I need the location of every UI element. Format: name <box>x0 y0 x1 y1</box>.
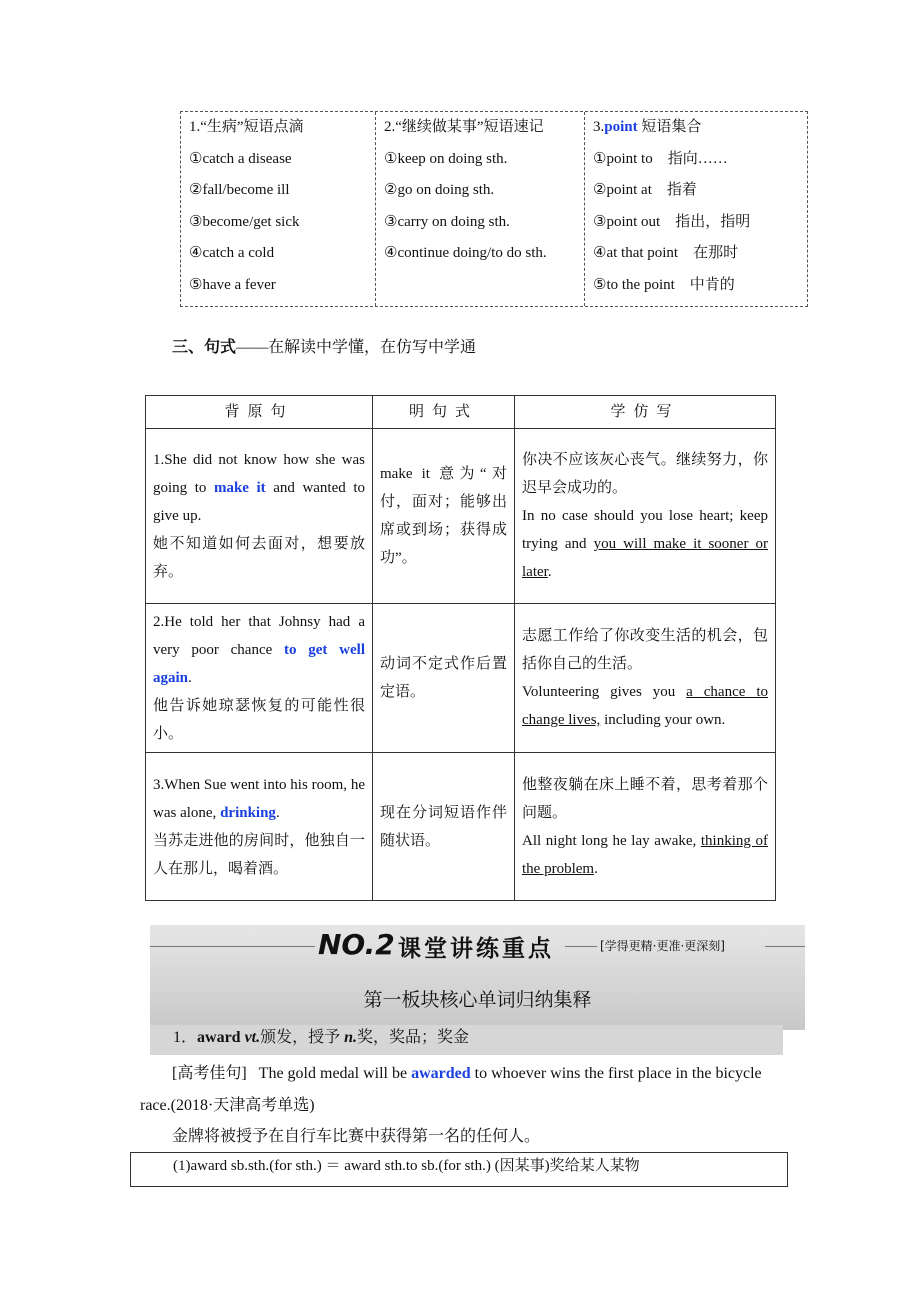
section-label: 三、句式 <box>172 339 237 356</box>
phrase-item: ②fall/become ill <box>189 182 290 198</box>
text: All night long he lay awake, <box>522 832 701 849</box>
phrase-item: ③become/get sick <box>189 213 300 230</box>
pos: vt. <box>244 1029 261 1046</box>
phrase-col-ill <box>181 112 376 306</box>
definition: 奖，奖品；奖金 <box>357 1029 470 1046</box>
chinese-prompt: 志愿工作给了你改变生活的机会，包括你自己的生活。 <box>522 628 768 672</box>
text: and wanted to give up. <box>153 480 365 524</box>
title-prefix: 3. <box>593 119 605 135</box>
phrase-item: ④at that point 在那时 <box>593 245 739 261</box>
answer: a chance to change lives, <box>522 684 768 728</box>
table-row <box>146 753 776 901</box>
phrase-item: ①keep on doing sth. <box>384 150 508 167</box>
phrase-box <box>180 111 808 307</box>
pattern-cell: make it 意为“对付，面对；能够出席或到场；获得成功”。 <box>373 429 515 604</box>
phrase-title: 1.“生病”短语点滴 <box>189 119 304 135</box>
text: In no case should you lose heart; keep trying and <box>522 508 768 552</box>
chinese-prompt: 你决不应该灰心丧气。继续努力，你迟早会成功的。 <box>522 452 768 496</box>
header-pattern: 明句式 <box>373 396 515 429</box>
header-original: 背原句 <box>146 396 373 429</box>
phrase-title <box>593 115 799 147</box>
original-cell <box>146 604 373 753</box>
answer: thinking of the problem <box>522 832 768 877</box>
header-imitate: 学仿写 <box>515 396 776 429</box>
phrase-item: ②point at 指着 <box>593 182 697 198</box>
text: including your own. <box>600 712 726 728</box>
text: The gold medal will be <box>258 1065 412 1082</box>
original-cell <box>146 429 373 604</box>
banner-subtitle: [学得更精·更准·更深刻] <box>600 939 725 953</box>
phrase-item: ③carry on doing sth. <box>384 213 510 230</box>
text: . <box>188 670 192 686</box>
imitate-cell <box>515 604 776 753</box>
key-phrase: drinking <box>220 804 276 821</box>
pos: n. <box>344 1029 358 1046</box>
pattern-cell: 现在分词短语作伴随状语。 <box>373 753 515 901</box>
pattern-cell: 动词不定式作后置定语。 <box>373 604 515 753</box>
phrase-col-continue <box>376 112 585 306</box>
phrase-item: ⑤to the point 中肯的 <box>593 276 735 293</box>
phrase-item: ④continue doing/to do sth. <box>384 245 547 261</box>
chinese-prompt: 他整夜躺在床上睡不着，思考着那个问题。 <box>522 776 768 821</box>
banner-title: 课堂讲练重点 <box>398 936 554 962</box>
example-source: race.(2018·天津高考单选) <box>140 1097 315 1114</box>
key-phrase: make it <box>213 480 266 496</box>
example-tag: [高考佳句] <box>172 1065 247 1082</box>
phrase-item: ①point to 指向…… <box>593 150 728 167</box>
table-row <box>146 604 776 753</box>
text: . <box>275 804 280 821</box>
title-key: point <box>604 119 638 135</box>
key-word: awarded <box>411 1065 471 1082</box>
phrase-item: ③point out 指出，指明 <box>593 213 751 230</box>
text: Volunteering gives you <box>522 684 687 700</box>
phrase-item: ①catch a disease <box>189 150 292 167</box>
example-sentence <box>172 1060 762 1083</box>
table-row <box>146 429 776 604</box>
imitate-cell <box>515 429 776 604</box>
original-cell <box>146 753 373 901</box>
usage-rule-box: (1)award sb.sth.(for sth.) ＝ award sth.to sb.(for sth.) (因某事)奖给某人某物 <box>130 1152 788 1187</box>
word-number: 1． <box>173 1029 198 1046</box>
text: . <box>594 860 598 877</box>
definition: 颁发，授予 <box>260 1029 345 1046</box>
translation: 她不知道如何去面对，想要放弃。 <box>153 536 365 580</box>
translation: 他告诉她琼瑟恢复的可能性很小。 <box>153 698 365 742</box>
banner-number: NO.2 <box>318 928 395 961</box>
text: to whoever wins the first place in the bicycle <box>470 1065 762 1082</box>
phrase-title: 2.“继续做某事”短语速记 <box>384 119 544 135</box>
key-phrase: to get well again <box>153 642 365 686</box>
answer: you will make it sooner or later <box>522 536 768 580</box>
phrase-item: ⑤have a fever <box>189 276 276 293</box>
sentence-table <box>145 395 776 901</box>
text: 1.She did not know how she was going to <box>153 452 365 496</box>
phrase-col-point <box>585 112 807 306</box>
title-suffix: 短语集合 <box>637 119 702 135</box>
word-entry <box>150 1025 783 1055</box>
imitate-cell <box>515 753 776 901</box>
headword: award <box>197 1029 241 1046</box>
phrase-item: ④catch a cold <box>189 245 275 261</box>
example-translation: 金牌将被授予在自行车比赛中获得第一名的任何人。 <box>172 1128 541 1145</box>
divider <box>765 946 805 947</box>
translation: 当苏走进他的房间时，他独自一人在那儿，喝着酒。 <box>153 832 365 877</box>
section-rest: ——在解读中学懂，在仿写中学通 <box>236 339 477 356</box>
text: 2.He told her that Johnsy had a very poor chance <box>153 614 365 658</box>
phrase-item: ②go on doing sth. <box>384 182 495 198</box>
section-title: 第一板块核心单词归纳集释 <box>363 989 592 1011</box>
table-header <box>146 396 776 429</box>
section-heading <box>172 334 476 357</box>
text: 3.When Sue went into his room, he was alone, <box>153 776 365 821</box>
divider <box>150 946 315 947</box>
text: . <box>547 564 552 580</box>
divider <box>565 946 597 947</box>
